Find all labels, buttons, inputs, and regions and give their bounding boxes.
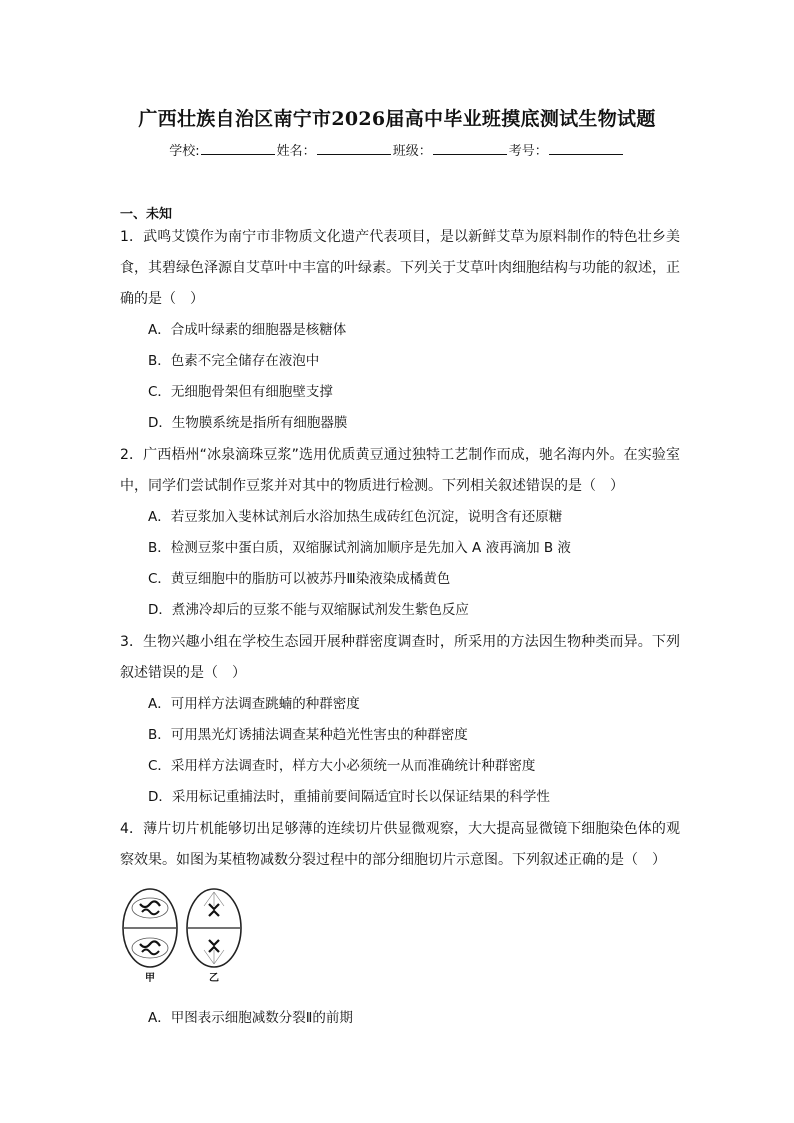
- question-2-option-a: A．若豆浆加入斐林试剂后水浴加热生成砖红色沉淀，说明含有还原糖: [148, 509, 563, 525]
- school-label: 学校:: [169, 144, 200, 159]
- class-blank: [433, 142, 507, 155]
- question-1-option-c: C．无细胞骨架但有细胞壁支撑: [148, 384, 333, 400]
- meiosis-cells-illustration: [118, 884, 248, 984]
- section-heading: 一、未知: [120, 207, 173, 222]
- name-blank: [317, 142, 391, 155]
- question-3-option-a: A．可用样方法调查跳蝻的种群密度: [148, 696, 360, 712]
- question-3-option-c: C．采用样方法调查时，样方大小必须统一从而准确统计种群密度: [148, 758, 536, 774]
- question-1-option-a: A．合成叶绿素的细胞器是核糖体: [148, 322, 347, 338]
- name-label: 姓名：: [276, 144, 316, 159]
- page-title: 广西壮族自治区南宁市2026届高中毕业班摸底测试生物试题: [138, 108, 656, 130]
- question-3-option-b: B．可用黑光灯诱捕法调查某种趋光性害虫的种群密度: [148, 727, 468, 743]
- question-3-stem: 3．生物兴趣小组在学校生态园开展种群密度调查时，所采用的方法因生物种类而异。下列叙述错误的是（ ）: [120, 634, 680, 681]
- class-label: 班级：: [392, 144, 432, 159]
- question-1-stem: 1．武鸣艾馍作为南宁市非物质文化遗产代表项目，是以新鲜艾草为原料制作的特色壮乡美食，其碧绿色泽源自艾草叶中丰富的叶绿素。下列关于艾草叶肉细胞结构与功能的叙述，正确的是（ ）: [120, 229, 680, 307]
- question-1-option-d: D．生物膜系统是指所有细胞器膜: [148, 415, 348, 431]
- question-4-stem: 4．薄片切片机能够切出足够薄的连续切片供显微观察，大大提高显微镜下细胞染色体的观察效果。如图为某植物减数分裂过程中的部分细胞切片示意图。下列叙述正确的是（ ）: [120, 821, 680, 868]
- id-label: 考号：: [508, 144, 548, 159]
- cell-yi-drawing: [187, 889, 241, 967]
- id-blank: [549, 142, 623, 155]
- question-3-option-d: D．采用标记重捕法时，重捕前要间隔适宜时长以保证结果的科学性: [148, 789, 550, 805]
- figure-label-jia: 甲: [145, 973, 155, 984]
- meiosis-cell-figure: [118, 884, 248, 984]
- question-2-option-b: B．检测豆浆中蛋白质，双缩脲试剂滴加顺序是先加入 A 液再滴加 B 液: [148, 540, 571, 556]
- question-1-option-b: B．色素不完全储存在液泡中: [148, 353, 320, 369]
- question-2-option-d: D．煮沸冷却后的豆浆不能与双缩脲试剂发生紫色反应: [148, 602, 469, 618]
- student-info-line: [0, 140, 794, 159]
- question-2-option-c: C．黄豆细胞中的脂肪可以被苏丹Ⅲ染液染成橘黄色: [148, 571, 451, 587]
- question-2-stem: 2．广西梧州“冰泉滴珠豆浆”选用优质黄豆通过独特工艺制作而成，驰名海内外。在实验室中，同学们尝试制作豆浆并对其中的物质进行检测。下列相关叙述错误的是（ ）: [120, 447, 680, 494]
- school-blank: [201, 142, 275, 155]
- cell-jia-drawing: [123, 889, 177, 967]
- question-4-option-a: A．甲图表示细胞减数分裂Ⅱ的前期: [148, 1010, 353, 1026]
- figure-label-yi: 乙: [209, 973, 219, 984]
